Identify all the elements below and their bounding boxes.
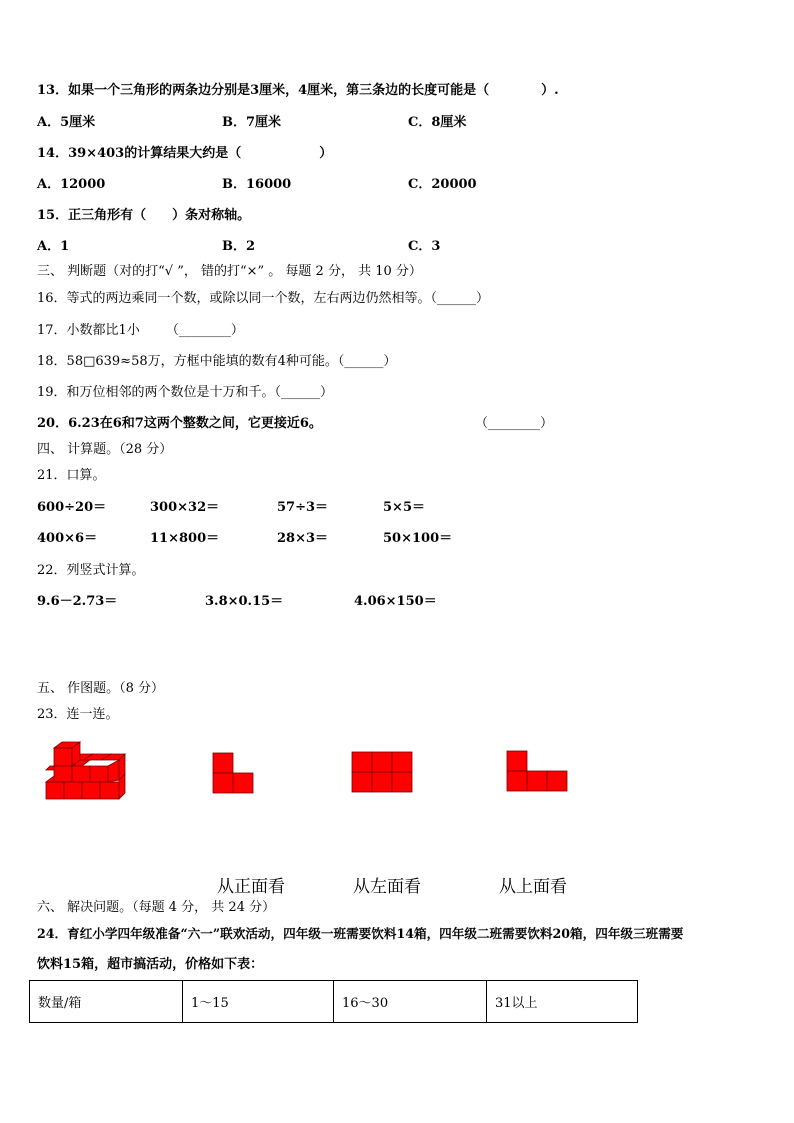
cube-front-face [90, 766, 108, 782]
judge-item-18 [37, 354, 396, 370]
judge-item-17 [37, 323, 244, 339]
q24-line1: 24．育红小学四年级准备“六一”联欢活动，四年级一班需要饮料14箱，四年级二班需要饮料20箱，四年级三班需要 [37, 926, 684, 941]
judge-20-text: 20．6.23在6和7这两个整数之间，它更接近6。 [37, 416, 322, 431]
judge-19-close: ） [320, 385, 334, 400]
price-table [29, 980, 638, 1023]
judge-20-blank[interactable]: （________） [475, 416, 554, 431]
judge-item-16 [37, 291, 489, 307]
square-cell [527, 771, 547, 791]
judge-17-blank[interactable]: （________） [165, 323, 244, 338]
q15-option-c: C．3 [408, 239, 441, 254]
q22-title: 22．列竖式计算。 [37, 563, 145, 578]
square-cell [507, 751, 527, 771]
cube-front-face [82, 782, 100, 799]
cube-front-face [72, 766, 90, 782]
section6-title: 六、 解决问题。（每题 4 分， 共 24 分） [37, 900, 276, 915]
vertical-calc-item: 4.06×150＝ [354, 594, 437, 609]
q23-title: 23．连一连。 [37, 707, 119, 722]
section5-title: 五、 作图题。（8 分） [37, 681, 165, 696]
judge-18-text: 18．58□639≈58万，方框中能填的数有4种可能。（ [37, 354, 345, 369]
table-cell: 16～30 [334, 981, 487, 1023]
q14-stem: 14．39×403的计算结果大约是（ ） [37, 146, 333, 161]
cube-front-face [100, 782, 119, 799]
q14-option-a: A．12000 [37, 177, 106, 192]
oral-calc-item: 50×100＝ [383, 531, 453, 546]
cube-side-face [108, 760, 119, 782]
oral-calc-item: 5×5＝ [383, 500, 425, 515]
square-cell [392, 772, 412, 792]
cube-stack-figure [44, 740, 126, 800]
cube-front-face [54, 748, 72, 766]
square-cell [547, 771, 567, 791]
view-shape-3 [506, 750, 569, 793]
square-cell [213, 753, 233, 773]
q14-option-b: B．16000 [222, 177, 292, 192]
square-cell [352, 752, 372, 772]
square-cell [372, 772, 392, 792]
judge-item-19 [37, 385, 333, 401]
judge-16-close: ） [476, 291, 490, 306]
table-row [30, 981, 638, 1023]
judge-16-text: 16．等式的两边乘同一个数，或除以同一个数，左右两边仍然相等。（ [37, 291, 438, 306]
q15-option-a: A．1 [37, 239, 70, 254]
table-cell: 31以上 [487, 981, 638, 1023]
oral-calc-item: 600÷20＝ [37, 500, 107, 515]
judge-16-blank[interactable]: ______ [437, 291, 477, 306]
cube-front-face [54, 766, 72, 782]
q15-stem: 15．正三角形有（ ）条对称轴。 [37, 208, 251, 223]
oral-calc-item: 300×32＝ [150, 500, 220, 515]
q13-stem: 13．如果一个三角形的两条边分别是3厘米，4厘米，第三条边的长度可能是（ ）. [37, 83, 559, 98]
view-label-front: 从正面看 [217, 877, 285, 897]
oral-calc-item: 11×800＝ [150, 531, 220, 546]
oral-calc-item: 28×3＝ [277, 531, 329, 546]
oral-calc-item: 57÷3＝ [277, 500, 329, 515]
judge-18-blank[interactable]: ______ [344, 354, 384, 369]
q21-title: 21．口算。 [37, 468, 106, 483]
view-label-top: 从上面看 [499, 877, 567, 897]
section3-title: 三、 判断题（对的打“√ ”， 错的打“×” 。 每题 2 分， 共 10 分） [37, 264, 422, 279]
cube-top-face [46, 766, 54, 770]
judge-18-close: ） [383, 354, 397, 369]
square-cell [213, 773, 233, 793]
q14-option-c: C．20000 [408, 177, 477, 192]
vertical-calc-item: 9.6－2.73＝ [37, 594, 118, 609]
cube-front-face [64, 782, 82, 799]
q13-option-c: C．8厘米 [408, 115, 467, 130]
square-cell [372, 752, 392, 772]
q15-option-b: B．2 [222, 239, 256, 254]
judge-17-text: 17．小数都比1小 [37, 323, 140, 338]
section4-title: 四、 计算题。（28 分） [37, 442, 173, 457]
view-shape-2 [351, 751, 413, 793]
square-cell [233, 773, 253, 793]
square-cell [392, 752, 412, 772]
view-label-left: 从左面看 [353, 877, 421, 897]
square-cell [352, 772, 372, 792]
judge-19-text: 19．和万位相邻的两个数位是十万和千。（ [37, 385, 282, 400]
table-cell: 1～15 [183, 981, 334, 1023]
square-cell [507, 771, 527, 791]
judge-19-blank[interactable]: ______ [281, 385, 321, 400]
view-shape-1 [212, 752, 256, 794]
oral-calc-item: 400×6＝ [37, 531, 98, 546]
q13-option-b: B．7厘米 [222, 115, 282, 130]
q13-option-a: A．5厘米 [37, 115, 96, 130]
cube-top-face [46, 776, 54, 782]
cube-front-face [46, 782, 64, 799]
q24-line2: 饮料15箱，超市搞活动，价格如下表： [37, 957, 264, 972]
table-cell: 数量/箱 [30, 981, 183, 1023]
vertical-calc-item: 3.8×0.15＝ [205, 594, 284, 609]
